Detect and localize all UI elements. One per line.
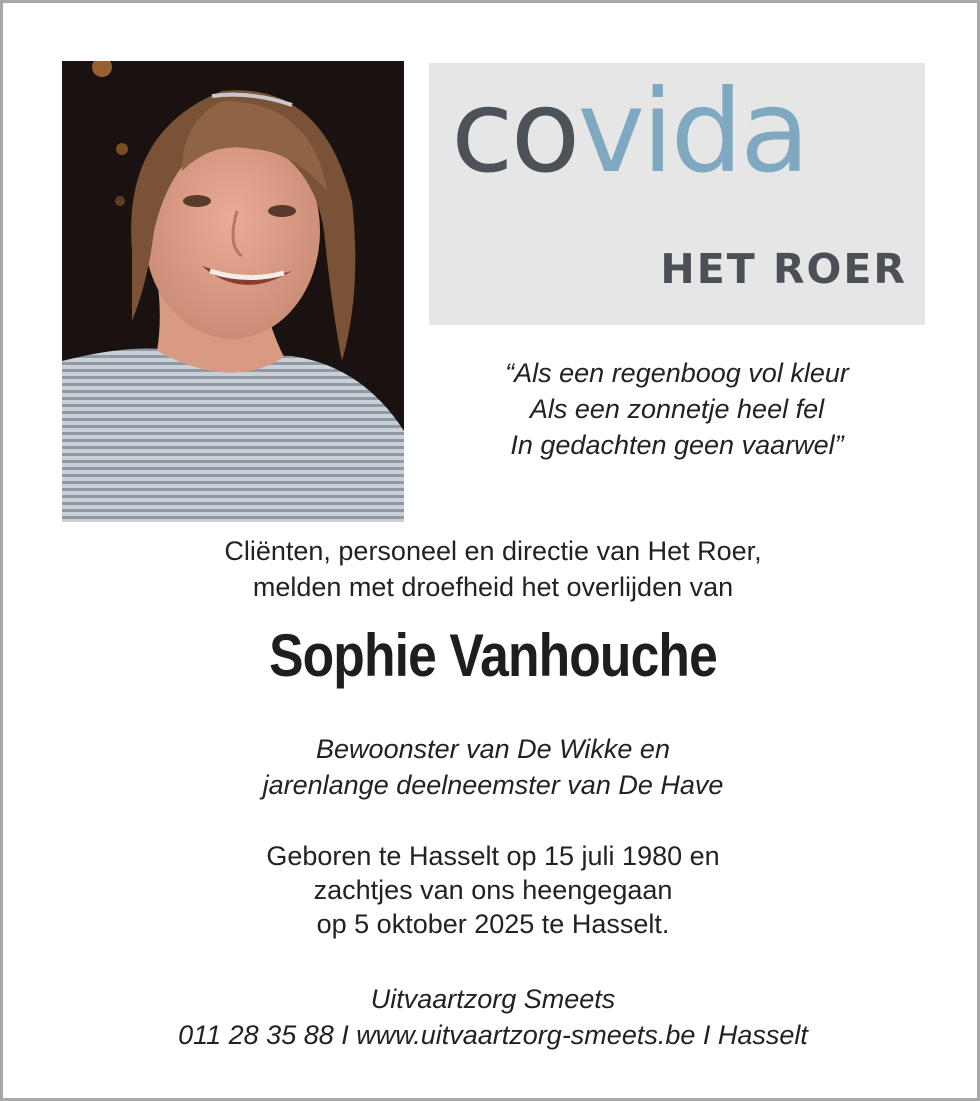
deceased-name: Sophie Vanhouche — [269, 622, 717, 689]
announcement-intro — [3, 533, 980, 605]
undertaker-name: Uitvaartzorg Smeets — [370, 984, 616, 1014]
poem-line: “Als een regenboog vol kleur — [505, 358, 849, 388]
birth-death-dates — [3, 839, 980, 941]
logo-subtitle: HET ROER — [660, 245, 907, 293]
memorial-poem — [429, 355, 925, 463]
logo-wordmark-part2: vida — [577, 65, 807, 198]
poem-line: Als een zonnetje heel fel — [529, 394, 825, 424]
intro-line: melden met droefheid het overlijden van — [252, 572, 734, 602]
covida-logo — [429, 63, 925, 325]
dates-line: zachtjes van ons heengegaan — [313, 875, 673, 905]
dates-line: Geboren te Hasselt op 15 juli 1980 en — [266, 841, 720, 871]
deceased-role — [3, 731, 980, 803]
role-line: Bewoonster van De Wikke en — [316, 734, 670, 764]
logo-wordmark-part1: co — [451, 65, 578, 198]
undertaker-info — [3, 981, 980, 1053]
intro-line: Cliënten, personeel en directie van Het Roer, — [224, 536, 762, 566]
undertaker-contact: 011 28 35 88 I www.uitvaartzorg-smeets.be I Hasselt — [178, 1020, 808, 1050]
logo-wordmark — [451, 65, 807, 198]
role-line: jarenlange deelneemster van De Have — [262, 770, 724, 800]
portrait-photo — [62, 61, 404, 522]
poem-line: In gedachten geen vaarwel” — [510, 430, 844, 460]
dates-line: op 5 oktober 2025 te Hasselt. — [316, 909, 670, 939]
